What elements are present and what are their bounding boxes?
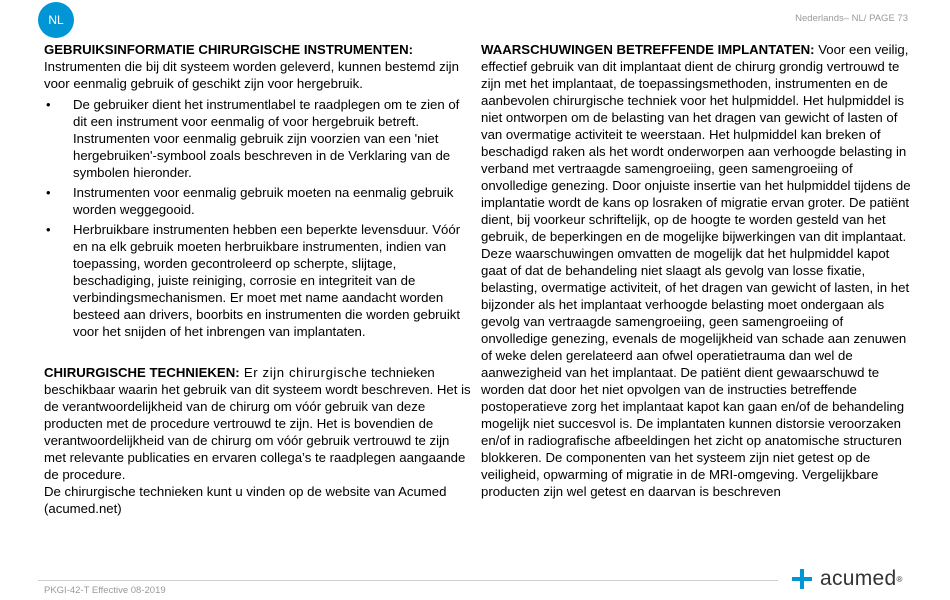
footer-code: PKGI-42-T Effective 08-2019 [44, 585, 166, 596]
surgical-techniques-section [44, 364, 472, 517]
list-item-text: De gebruiker dient het instrumentlabel te raadplegen om te zien of dit een instrument voor eenmalig of voor hergebruik betreft. Instrumenten voor eenmalig gebruik zijn voorzien van een 'niet hergebruiken'-symbool zoals beschreven in de Verklaring van de symbolen hieronder. [73, 97, 460, 180]
registered-mark: ® [896, 574, 903, 584]
acumed-logo [792, 566, 902, 592]
surgical-techniques-heading: CHIRURGISCHE TECHNIEKEN: [44, 365, 240, 380]
list-item [44, 184, 472, 218]
right-column [481, 41, 912, 500]
page-label: Nederlands– NL/ PAGE 73 [795, 13, 908, 24]
footer-divider [38, 580, 778, 581]
implant-warnings-section [481, 41, 912, 500]
list-item [44, 221, 472, 340]
implant-warnings-heading: WAARSCHUWINGEN BETREFFENDE IMPLANTATEN: [481, 42, 815, 57]
implant-warnings-body: Voor een veilig, effectief gebruik van dit implantaat dient de chirurg grondig vertrouwd te zijn met het implantaat, de toepassingsmethoden, instrumenten en de aanbevolen chirurgische techniek voor het hulpmiddel. Het hulpmiddel is niet ontworpen om de belasting van het dragen van gewicht of lasten of van overmatige activiteit te weerstaan. Het hulpmiddel kan breken of beschadigd raken als het wordt onderworpen aan verhoogde belasting in verband met vertraagde samengroeiing, geen samengroeiing of onvolledige genezing. Door onjuiste insertie van het hulpmiddel tijdens de implantatie wordt de kans op losraken of migratie ervan groter. De patiënt dient, bij voorkeur schriftelijk, op de hoogte te worden gesteld van het gebruik, de beperkingen en de mogelijke bijwerkingen van dit implantaat. Deze waarschuwingen omvatten de mogelijk dat het hulpmiddel kapot gaat of dat de behandeling niet slaagt als gevolg van losse fixatie, belasting, overmatige activiteit, of het dragen van gewicht of lasten, in het bijzonder als het implantaat verhoogde belasting moet ondergaan als gevolg van vertraagde samengroeiing, geen samengroeiing of onvolledige genezing, evenals de mogelijkheid van schade aan zenuwen of weke delen gerelateerd aan ofwel operatietrauma dan wel de aanwezigheid van het implantaat. De patiënt dient gewaarschuwd te worden dat door het niet opvolgen van de instructies betreffende postoperatieve zorg het implantaat kapot kan gaan en/of de behandeling mogelijk niet succesvol is. De implantaten kunnen distorsie veroorzaken en/of in radiografische afbeeldingen het zicht op anatomische structuren blokkeren. De componenten van het systeem zijn niet getest op de veiligheid, opwarming of migratie in de MRI-omgeving. Vergelijkbare producten zijn wel getest en daarvan is beschreven [481, 42, 911, 499]
bullet-icon: • [46, 97, 51, 112]
surgical-techniques-website: De chirurgische technieken kunt u vinden op de website van Acumed (acumed.net) [44, 484, 447, 516]
surgical-instruments-intro: Instrumenten die bij dit systeem worden geleverd, kunnen bestemd zijn voor eenmalig gebruik of geschikt zijn voor hergebruik. [44, 59, 459, 91]
surgical-techniques-body: technieken beschikbaar waarin het gebruik van dit systeem wordt beschreven. Het is de verantwoordelijkheid van de chirurg om vóór gebruik van deze producten met de procedure vertrouwd te zijn. Het is bovendien de verantwoordelijkheid van de chirurg om vóór gebruik vertrouwd te zijn met relevante publicaties en ervaren collega’s te raadplegen aangaande de procedure. [44, 365, 471, 482]
list-item-text: Herbruikbare instrumenten hebben een beperkte levensduur. Vóór en na elk gebruik moeten herbruikbare instrumenten, indien van toepassing, worden gecontroleerd op scherpte, slijtage, beschadiging, juiste reiniging, corrosie en integriteit van de verbindingsmechanismen. Er moet met name aandacht worden besteed aan drivers, boorbits en instrumenten die worden gebruikt voor het snijden of het inbrengen van implantaten. [73, 222, 461, 339]
bullet-icon: • [46, 222, 51, 237]
surgical-techniques-lead: Er zijn chirurgische [239, 365, 368, 380]
surgical-instruments-heading: GEBRUIKSINFORMATIE CHIRURGISCHE INSTRUMENTEN: [44, 42, 414, 57]
surgical-instruments-section [44, 41, 472, 92]
logo-wordmark: acumed [820, 567, 897, 590]
language-badge: NL [38, 2, 74, 38]
list-item [44, 96, 472, 181]
list-item-text: Instrumenten voor eenmalig gebruik moeten na eenmalig gebruik worden weggegooid. [73, 185, 454, 217]
instrument-bullet-list [44, 96, 472, 340]
bullet-icon: • [46, 185, 51, 200]
plus-icon [792, 569, 812, 589]
left-column [44, 41, 472, 517]
